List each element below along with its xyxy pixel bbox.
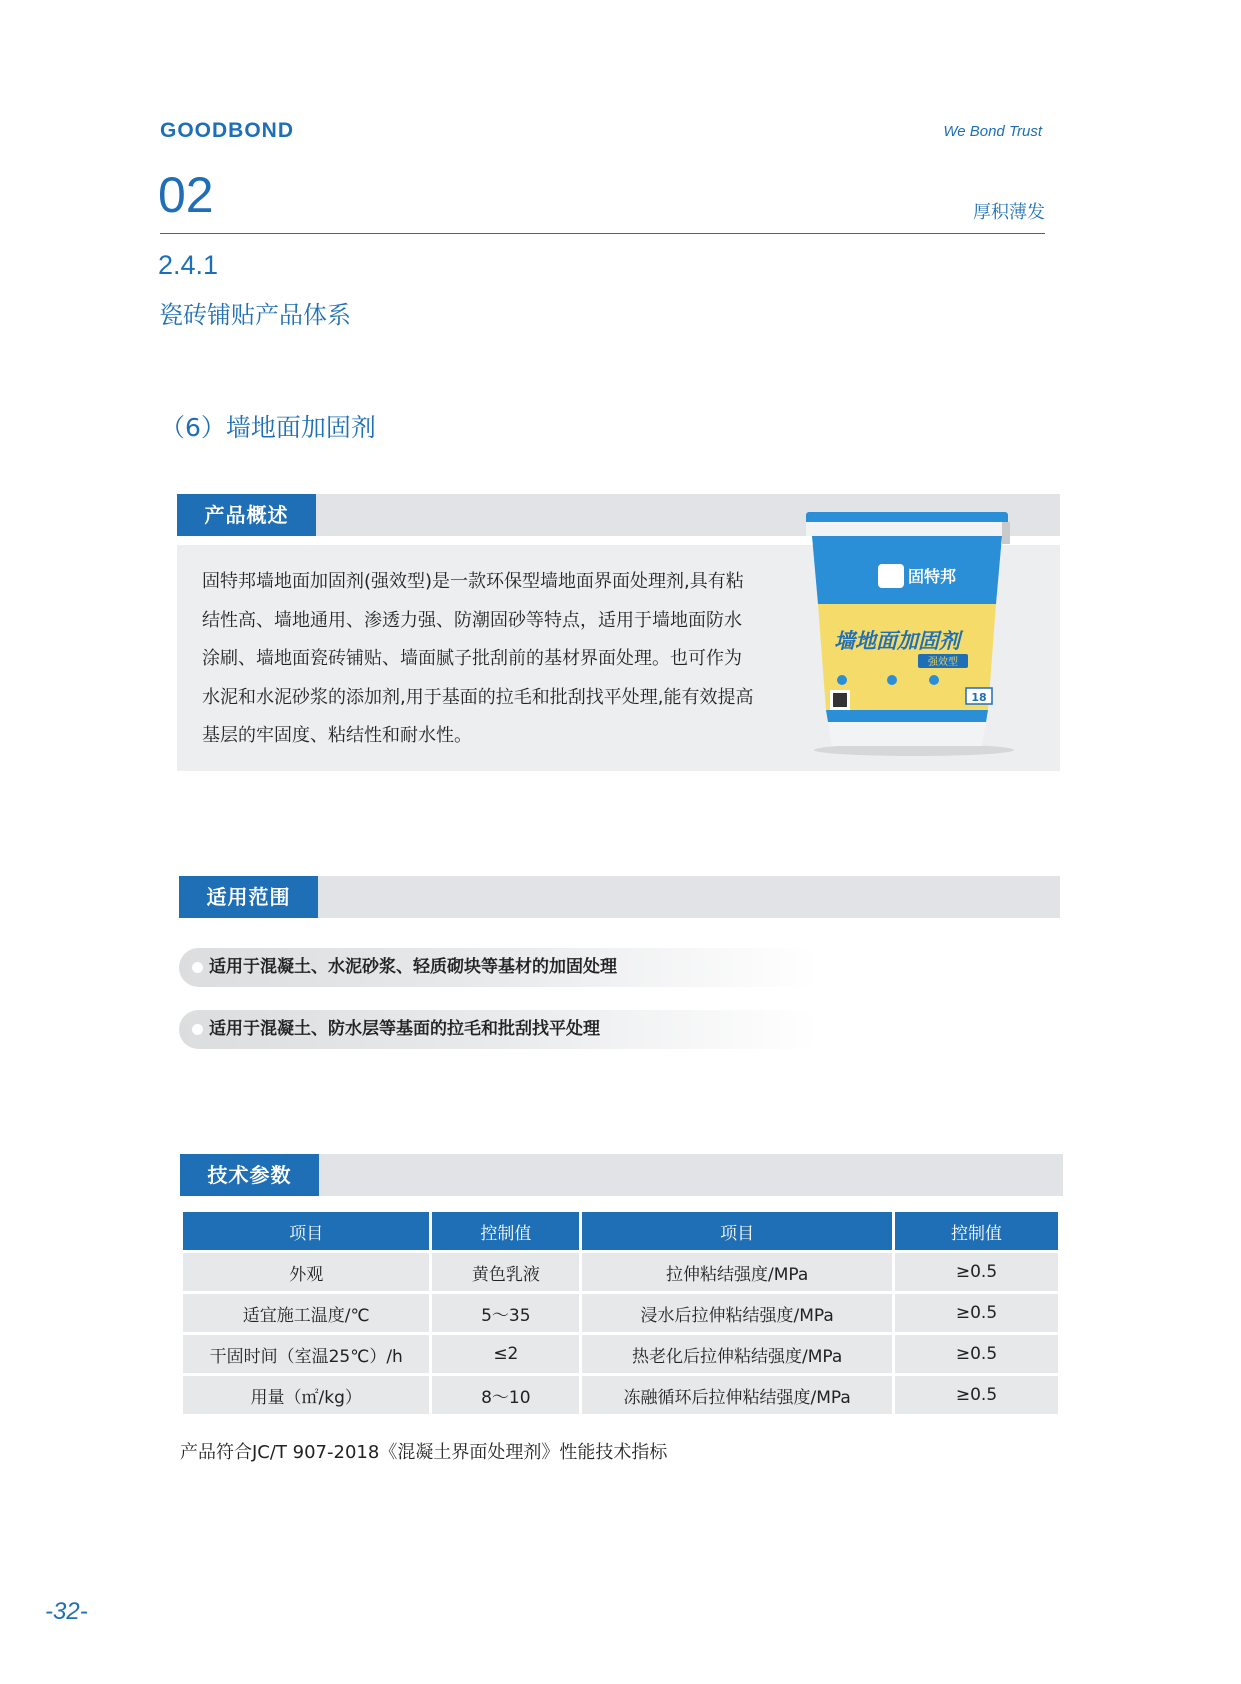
column-header: 项目 [183,1212,429,1250]
overview-heading: 产品概述 [177,494,316,536]
overview-line: 涂刷、墙地面瓷砖铺贴、墙面腻子批刮前的基材界面处理。也可作为 [202,648,742,669]
standard-note: 产品符合JC/T 907-2018《混凝土界面处理剂》性能技术指标 [180,1442,668,1463]
header-divider [160,233,1045,234]
overview-line: 水泥和水泥砂浆的添加剂,用于基面的拉毛和批刮找平处理,能有效提高 [202,686,754,708]
table-cell: 热老化后拉伸粘结强度/MPa [582,1335,892,1373]
chapter-motto: 厚积薄发 [973,202,1045,223]
table-cell: ≥0.5 [895,1294,1058,1332]
column-header: 控制值 [895,1212,1058,1250]
column-header: 项目 [582,1212,892,1250]
overview-text [202,563,792,756]
table-cell: 冻融循环后拉伸粘结强度/MPa [582,1376,892,1414]
table-row [183,1294,1058,1332]
chapter-number: 02 [158,167,214,223]
brand-tagline: We Bond Trust [943,123,1042,140]
overview-line: 固特邦墙地面加固剂(强效型)是一款环保型墙地面界面处理剂,具有粘 [202,571,744,592]
params-heading: 技术参数 [180,1154,319,1196]
table-cell: 外观 [183,1253,429,1291]
scope-heading: 适用范围 [179,876,318,918]
scope-item-text: 适用于混凝土、水泥砂浆、轻质砌块等基材的加固处理 [209,957,617,977]
table-cell: ≥0.5 [895,1253,1058,1291]
scope-header-bar [179,876,1060,918]
product-bucket-image [806,512,1021,760]
bucket-logo-text: 固特邦 [908,567,957,586]
scope-item [179,948,819,987]
scope-item-text: 适用于混凝土、防水层等基面的拉毛和批刮找平处理 [209,1019,600,1039]
table-cell: ≤2 [432,1335,579,1373]
table-cell: 浸水后拉伸粘结强度/MPa [582,1294,892,1332]
table-cell: 黄色乳液 [432,1253,579,1291]
bullet-icon [192,1024,203,1035]
column-header: 控制值 [432,1212,579,1250]
overview-line: 基层的牢固度、粘结性和耐水性。 [202,725,472,746]
table-cell: 适宜施工温度/℃ [183,1294,429,1332]
table-row [183,1253,1058,1291]
table-cell: 干固时间（室温25℃）/h [183,1335,429,1373]
table-cell: 8～10 [432,1376,579,1414]
bucket-size: 18 [971,691,987,704]
table-cell: 拉伸粘结强度/MPa [582,1253,892,1291]
bullet-icon [192,962,203,973]
table-header-row [183,1212,1058,1250]
page-number: -32- [45,1598,88,1625]
table-row [183,1376,1058,1414]
table-cell: ≥0.5 [895,1335,1058,1373]
table-cell: 5～35 [432,1294,579,1332]
overview-line: 结性高、墙地通用、渗透力强、防潮固砂等特点，适用于墙地面防水 [202,609,742,631]
section-number: 2.4.1 [158,250,219,280]
bucket-variant: 强效型 [928,657,958,668]
product-title: （6）墙地面加固剂 [160,413,376,442]
table-cell: 用量（㎡/kg） [183,1376,429,1414]
scope-item [179,1010,819,1049]
section-title: 瓷砖铺贴产品体系 [159,301,351,329]
brand-logo-text: GOODBOND [160,119,294,142]
params-header-bar [180,1154,1063,1196]
bucket-product-name: 墙地面加固剂 [834,629,960,653]
params-table [180,1209,1061,1417]
table-row [183,1335,1058,1373]
table-cell: ≥0.5 [895,1376,1058,1414]
